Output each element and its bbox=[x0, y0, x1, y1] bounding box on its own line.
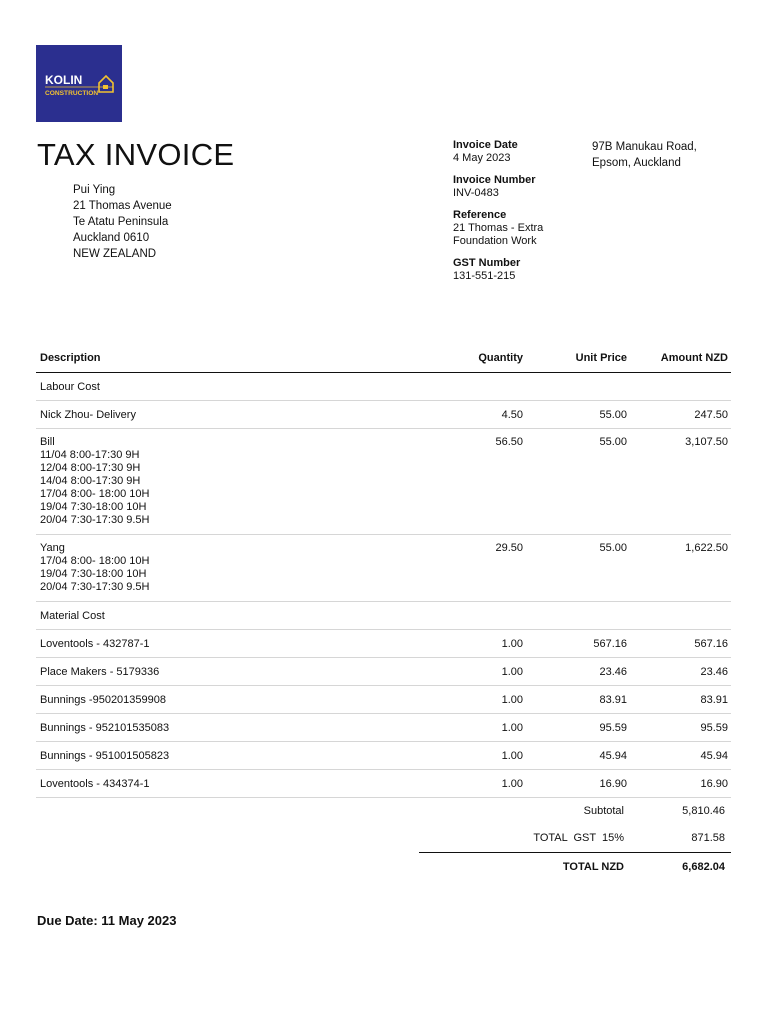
description-line: 17/04 8:00- 18:00 10H bbox=[40, 488, 150, 500]
item-description bbox=[36, 381, 386, 393]
due-date: Due Date: 11 May 2023 bbox=[37, 913, 177, 928]
section-row bbox=[36, 602, 731, 630]
company-address bbox=[592, 139, 697, 171]
description-line: 19/04 7:30-18:00 10H bbox=[40, 501, 147, 513]
reference-label: Reference bbox=[453, 209, 507, 221]
invoice-date-value: 4 May 2023 bbox=[453, 152, 511, 164]
company-address-line: 97B Manukau Road, bbox=[592, 141, 697, 153]
description-line: Place Makers - 5179336 bbox=[40, 665, 160, 678]
bill-to-address bbox=[73, 182, 172, 262]
item-unit-price: 55.00 bbox=[599, 436, 627, 448]
logo-text-secondary: CONSTRUCTION bbox=[45, 90, 99, 97]
total-value: 6,682.04 bbox=[682, 861, 725, 873]
totals-block bbox=[419, 797, 731, 881]
item-description bbox=[36, 694, 386, 706]
item-unit-price: 567.16 bbox=[593, 637, 627, 650]
item-unit-price: 16.90 bbox=[599, 777, 627, 790]
subtotal-row bbox=[419, 797, 731, 824]
description-line: Loventools - 434374-1 bbox=[40, 777, 150, 790]
item-unit-price: 55.00 bbox=[599, 408, 627, 421]
table-row bbox=[36, 742, 731, 770]
item-quantity: 4.50 bbox=[501, 408, 523, 421]
company-logo bbox=[36, 45, 122, 122]
item-unit-price: 45.94 bbox=[599, 749, 627, 762]
logo-text-primary: KOLIN bbox=[45, 73, 83, 87]
item-amount: 567.16 bbox=[694, 637, 728, 650]
gst-number-label: GST Number bbox=[453, 257, 521, 269]
line-items-table bbox=[36, 344, 731, 798]
item-amount: 95.59 bbox=[700, 721, 728, 734]
item-quantity: 56.50 bbox=[495, 436, 523, 448]
total-label: TOTAL NZD bbox=[562, 861, 624, 873]
company-address-line: Epsom, Auckland bbox=[592, 157, 681, 169]
invoice-meta bbox=[453, 139, 593, 292]
item-description bbox=[36, 610, 386, 622]
table-row bbox=[36, 686, 731, 714]
invoice-number-label: Invoice Number bbox=[453, 174, 536, 186]
description-line: Loventools - 432787-1 bbox=[40, 637, 150, 650]
gst-row bbox=[419, 824, 731, 851]
section-row bbox=[36, 373, 731, 401]
description-line: Bunnings -950201359908 bbox=[40, 693, 167, 706]
table-header bbox=[36, 344, 731, 373]
item-description bbox=[36, 638, 386, 650]
subtotal-value: 5,810.46 bbox=[682, 804, 725, 817]
item-quantity: 1.00 bbox=[501, 637, 523, 650]
item-quantity: 1.00 bbox=[501, 721, 523, 734]
item-description bbox=[36, 722, 386, 734]
gst-label: TOTAL GST 15% bbox=[533, 831, 624, 844]
description-line: Bill bbox=[40, 436, 55, 448]
gst-value: 871.58 bbox=[691, 831, 725, 844]
item-description bbox=[36, 750, 386, 762]
bill-to-line: Te Atatu Peninsula bbox=[73, 216, 169, 228]
item-amount: 16.90 bbox=[700, 777, 728, 790]
item-quantity: 29.50 bbox=[495, 542, 523, 554]
total-row bbox=[419, 852, 731, 881]
description-line: 20/04 7:30-17:30 9.5H bbox=[40, 514, 150, 526]
subtotal-label: Subtotal bbox=[583, 804, 624, 817]
item-description bbox=[36, 542, 386, 594]
item-description bbox=[36, 409, 386, 421]
bill-to-line: Auckland 0610 bbox=[73, 232, 150, 244]
gst-number-value: 131-551-215 bbox=[453, 270, 516, 282]
document-title: TAX INVOICE bbox=[37, 137, 235, 172]
description-line: Material Cost bbox=[40, 609, 105, 622]
bill-to-line: Pui Ying bbox=[73, 184, 116, 196]
item-amount: 3,107.50 bbox=[685, 436, 728, 448]
item-quantity: 1.00 bbox=[501, 749, 523, 762]
item-description bbox=[36, 778, 386, 790]
header-unit-price: Unit Price bbox=[575, 352, 627, 364]
invoice-number-group bbox=[453, 174, 593, 200]
item-amount: 1,622.50 bbox=[685, 542, 728, 554]
description-line: 12/04 8:00-17:30 9H bbox=[40, 462, 141, 474]
invoice-date-label: Invoice Date bbox=[453, 139, 518, 151]
header-quantity: Quantity bbox=[478, 352, 523, 364]
item-quantity: 1.00 bbox=[501, 777, 523, 790]
reference-line: Foundation Work bbox=[453, 235, 537, 247]
description-line: Yang bbox=[40, 542, 65, 554]
table-body bbox=[36, 373, 731, 798]
item-quantity: 1.00 bbox=[501, 665, 523, 678]
item-amount: 45.94 bbox=[700, 749, 728, 762]
table-row bbox=[36, 714, 731, 742]
description-line: 17/04 8:00- 18:00 10H bbox=[40, 555, 150, 567]
header-amount: Amount NZD bbox=[660, 352, 728, 364]
table-row bbox=[36, 770, 731, 798]
gst-number-group bbox=[453, 257, 593, 283]
description-line: 20/04 7:30-17:30 9.5H bbox=[40, 581, 150, 593]
bill-to-line: 21 Thomas Avenue bbox=[73, 200, 172, 212]
description-line: 11/04 8:00-17:30 9H bbox=[40, 449, 140, 461]
description-line: Labour Cost bbox=[40, 380, 100, 393]
header-description: Description bbox=[40, 352, 101, 364]
item-amount: 83.91 bbox=[700, 693, 728, 706]
logo-graphic bbox=[36, 45, 122, 122]
item-unit-price: 23.46 bbox=[599, 665, 627, 678]
item-description bbox=[36, 666, 386, 678]
table-row bbox=[36, 630, 731, 658]
description-line: Nick Zhou- Delivery bbox=[40, 408, 136, 421]
item-unit-price: 95.59 bbox=[599, 721, 627, 734]
table-row bbox=[36, 429, 731, 535]
reference-line: 21 Thomas - Extra bbox=[453, 222, 544, 234]
reference-group bbox=[453, 209, 593, 248]
description-line: Bunnings - 952101535083 bbox=[40, 721, 170, 734]
item-amount: 247.50 bbox=[694, 408, 728, 421]
invoice-date-group bbox=[453, 139, 593, 165]
description-line: Bunnings - 951001505823 bbox=[40, 749, 170, 762]
item-description bbox=[36, 436, 386, 527]
table-row bbox=[36, 658, 731, 686]
description-line: 19/04 7:30-18:00 10H bbox=[40, 568, 147, 580]
item-unit-price: 55.00 bbox=[599, 542, 627, 554]
bill-to-line: NEW ZEALAND bbox=[73, 248, 157, 260]
invoice-number-value: INV-0483 bbox=[453, 187, 499, 199]
table-row bbox=[36, 401, 731, 429]
description-line: 14/04 8:00-17:30 9H bbox=[40, 475, 141, 487]
item-unit-price: 83.91 bbox=[599, 693, 627, 706]
item-quantity: 1.00 bbox=[501, 693, 523, 706]
item-amount: 23.46 bbox=[700, 665, 728, 678]
table-row bbox=[36, 535, 731, 602]
